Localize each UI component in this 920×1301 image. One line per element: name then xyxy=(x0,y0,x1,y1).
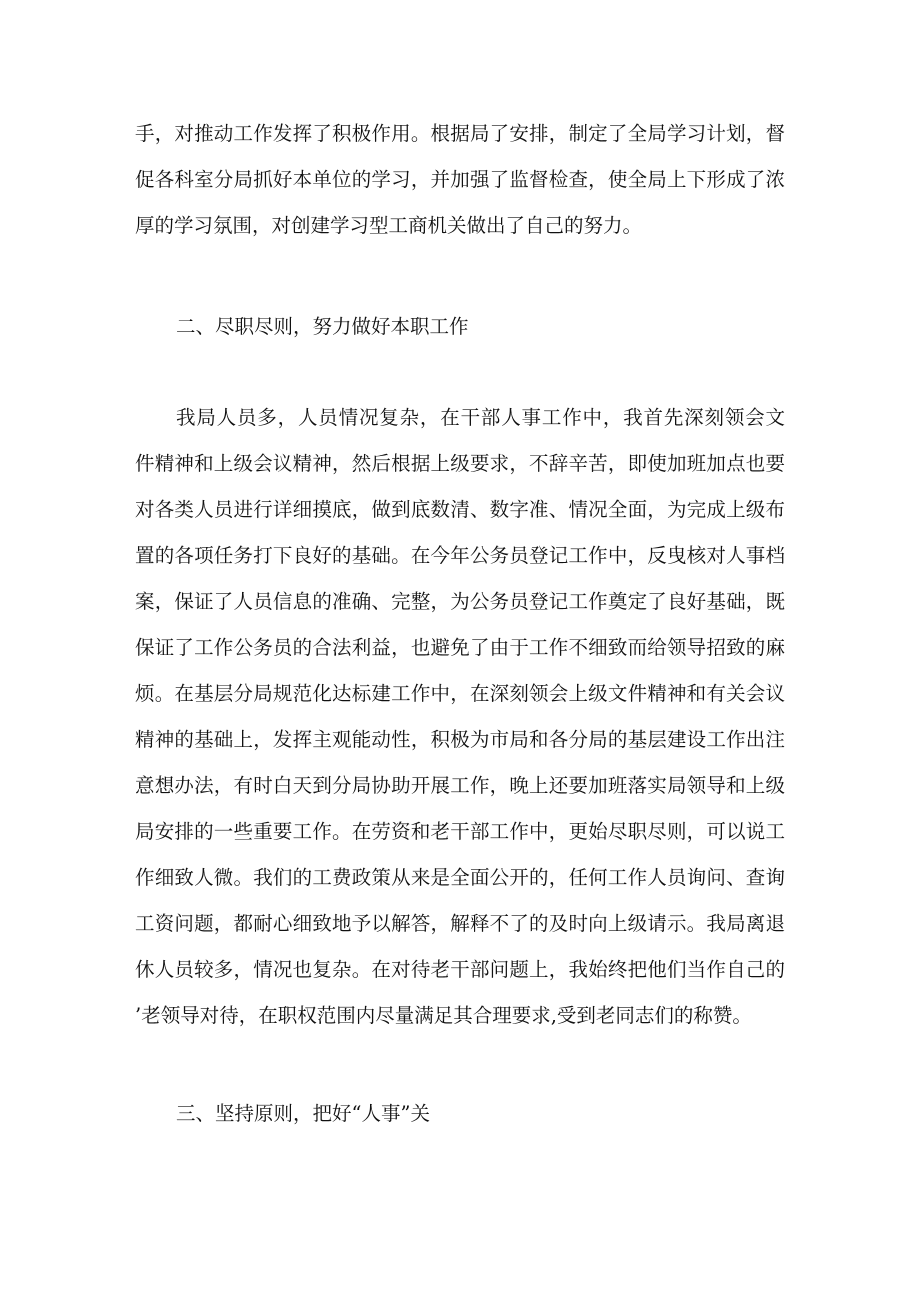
paragraph-1-line-1: 手，对推动工作发挥了积极作用。根据局了安排，制定了全局学习计划，督 xyxy=(135,122,785,145)
paragraph-2-line-6: 保证了工作公务员的合法利益，也避免了由于工作不细致而给领导招致的麻 xyxy=(135,636,785,659)
paragraph-2-line-7: 烦。在基层分局规范化达标建工作中，在深刻领会上级文件精神和有关会议 xyxy=(135,682,785,705)
paragraph-2-line-11: 作细致人微。我们的工费政策从来是全面公开的，任何工作人员询问、查询 xyxy=(135,866,785,889)
section-heading-2: 二、尽职尽则，努力做好本职工作 xyxy=(176,315,469,338)
paragraph-1-line-3: 厚的学习氛围，对创建学习型工商机关做出了自己的努力。 xyxy=(135,214,643,237)
paragraph-2-line-10: 局安排的一些重要工作。在劳资和老干部工作中，更始尽职尽则，可以说工 xyxy=(135,820,785,843)
paragraph-2-line-5: 案，保证了人员信息的准确、完整，为公务员登记工作奠定了良好基础，既 xyxy=(135,590,785,613)
paragraph-2-line-8: 精神的基础上，发挥主观能动性，积极为市局和各分局的基层建设工作出注 xyxy=(135,728,785,751)
paragraph-2-line-13: 休人员较多，情况也复杂。在对待老干部问题上，我始终把他们当作自己的 xyxy=(135,958,785,981)
paragraph-2-line-14: ’老领导对待，在职权范围内尽量满足其合理要求,受到老同志们的称赞。 xyxy=(135,1004,752,1027)
paragraph-2-line-2: 件精神和上级会议精神，然后根据上级要求，不辞辛苦，即使加班加点也要 xyxy=(135,452,785,475)
paragraph-1-line-2: 促各科室分局抓好本单位的学习，并加强了监督检查，使全局上下形成了浓 xyxy=(135,168,785,191)
section-heading-3: 三、坚持原则，把好“人事”关 xyxy=(176,1102,430,1125)
paragraph-2-line-3: 对各类人员进行详细摸底，做到底数清、数字准、情况全面，为完成上级布 xyxy=(135,498,785,521)
paragraph-2-line-1: 我局人员多，人员情况复杂，在干部人事工作中，我首先深刻领会文 xyxy=(176,406,785,429)
paragraph-2-line-12: 工资问题，都耐心细致地予以解答，解释不了的及时向上级请示。我局离退 xyxy=(135,912,785,935)
paragraph-2-line-9: 意想办法，有时白天到分局协助开展工作，晚上还要加班落实局领导和上级 xyxy=(135,774,785,797)
paragraph-2-line-4: 置的各项任务打下良好的基础。在今年公务员登记工作中，反曳核对人事档 xyxy=(135,544,785,567)
